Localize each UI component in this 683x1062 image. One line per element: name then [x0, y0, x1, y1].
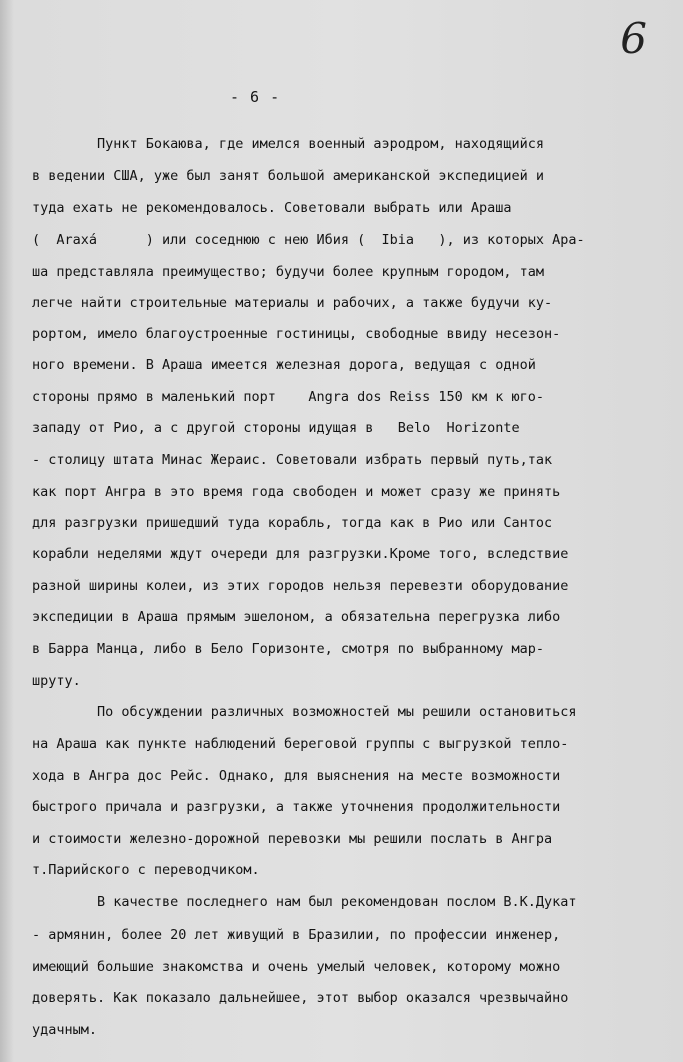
text-line: как порт Ангра в это время года свободен и может сразу же принять	[32, 484, 561, 500]
text-line: в Барра Манца, либо в Бело Горизонте, смотря по выбранному мар-	[32, 641, 545, 657]
text-line: хода в Ангра дос Рейс. Однако, для выяснения на месте возможности	[32, 768, 561, 784]
text-line: быстрого причала и разгрузки, а также уточнения продолжительности	[32, 799, 561, 815]
text-line: - столицу штата Минас Жераис. Советовали избрать первый путь,так	[32, 452, 553, 468]
text-line: на Араша как пункте наблюдений береговой группы с выгрузкой теплo-	[32, 736, 569, 752]
text-line: По обсуждении различных возможностей мы решили остановиться	[32, 704, 577, 720]
text-line: В качестве последнего нам был рекомендован послом В.К.Дукат	[32, 894, 577, 910]
text-line: - армянин, более 20 лет живущий в Бразилии, по профессии инженер,	[32, 927, 561, 943]
handwritten-page-number: 6	[620, 14, 647, 63]
text-line: шруту.	[32, 673, 81, 689]
text-line: удачным.	[32, 1022, 98, 1038]
text-line: экспедиции в Араша прямым эшелоном, а обязательна перегрузка либо	[32, 609, 561, 625]
text-line: корабли неделями ждут очереди для разгрузки.Кроме того, вследствие	[32, 546, 569, 562]
text-line: туда ехать не рекомендовалось. Советовали выбрать или Араша	[32, 200, 512, 216]
text-line: в ведении США, уже был занят большой американской экспедицией и	[32, 168, 545, 184]
text-line: рортом, имело благоустроенные гостиницы, свободные ввиду несезон-	[32, 326, 561, 342]
text-line: легче найти строительные материалы и рабочих, а также будучи ку-	[32, 295, 553, 311]
page-number: - 6 -	[230, 88, 281, 106]
text-line: Пункт Бокаюва, где имелся военный аэродром, находящийся	[32, 136, 545, 152]
text-line: разной ширины колеи, из этих городов нельзя перевезти оборудование	[32, 578, 569, 594]
text-line: ного времени. В Араша имеется железная дорога, ведущая с одной	[32, 357, 536, 373]
text-line: доверять. Как показало дальнейшее, этот выбор оказался чрезвычайно	[32, 990, 569, 1006]
text-line: ша представляла преимущество; будучи более крупным городом, там	[32, 264, 545, 280]
text-line: стороны прямо в маленький порт Angra dos Reiss 150 км к юго-	[32, 389, 545, 405]
text-line: западу от Рио, а с другой стороны идущая в Belo Horizonte	[32, 420, 520, 436]
text-line: ( Araxá ) или соседнюю с нею Ибия ( Ibia ), из которых Ара-	[32, 232, 585, 248]
text-line: имеющий большие знакомства и очень умелый человек, которому можно	[32, 959, 561, 975]
text-line: и стоимости железно-дорожной перевозки мы решили послать в Ангра	[32, 831, 553, 847]
text-line: т.Парийского с переводчиком.	[32, 862, 260, 878]
text-line: для разгрузки пришедший туда корабль, тогда как в Рио или Сантос	[32, 515, 553, 531]
